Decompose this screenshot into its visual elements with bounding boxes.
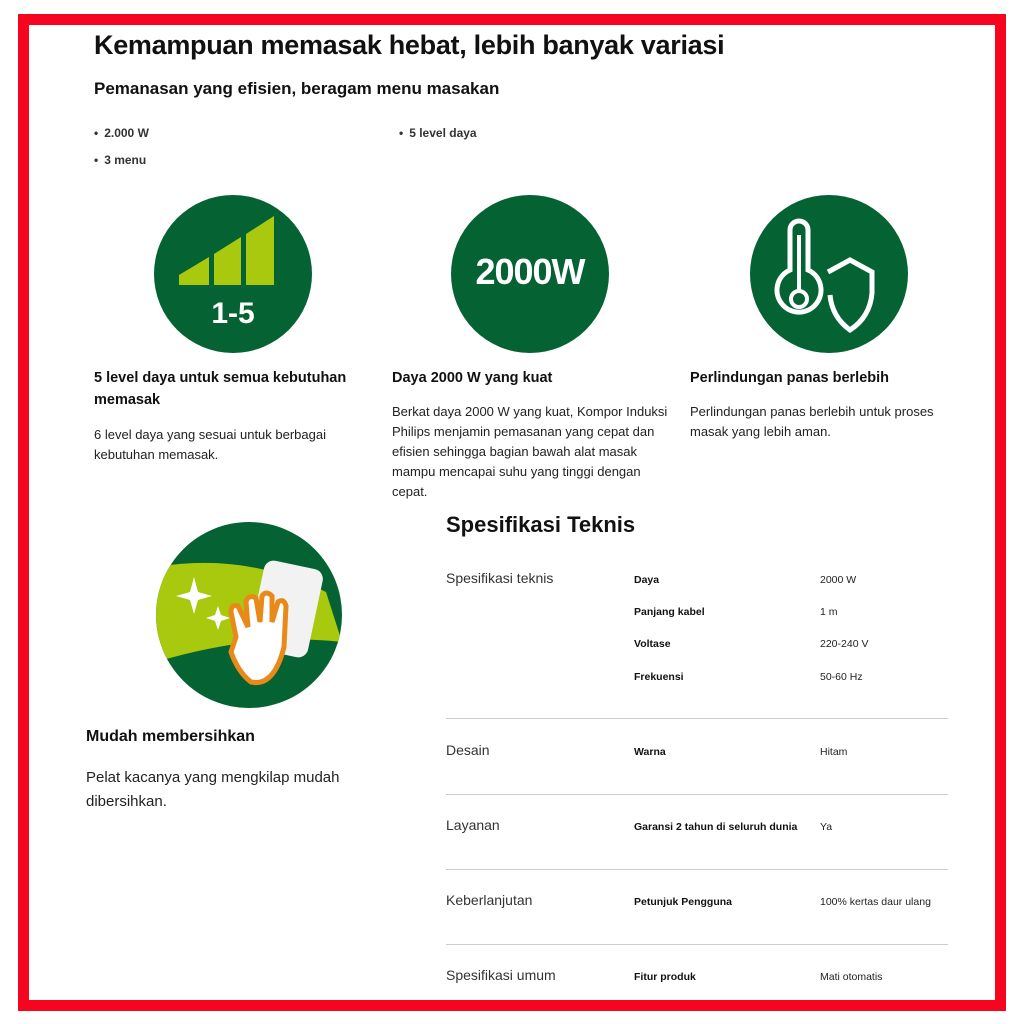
feature-description: 6 level daya yang sesuai untuk berbagai kebutuhan memasak.: [94, 427, 326, 462]
page-subtitle: Pemanasan yang efisien, beragam menu masakan: [94, 79, 500, 98]
cleaning-hand-icon: [156, 522, 342, 708]
spec-value: Hitam: [820, 746, 848, 758]
divider: [446, 718, 948, 719]
bullet-item: • 2.000 W: [94, 126, 149, 140]
feature-title: 5 level daya untuk semua kebutuhan memasak: [94, 370, 347, 408]
spec-group-name: Desain: [446, 742, 490, 758]
spec-group-name: Spesifikasi umum: [446, 967, 556, 983]
page-title: Kemampuan memasak hebat, lebih banyak variasi: [94, 30, 725, 60]
spec-value: 50-60 Hz: [820, 671, 863, 683]
spec-group-name: Spesifikasi teknis: [446, 570, 554, 586]
divider: [446, 794, 948, 795]
spec-value: 2000 W: [820, 574, 857, 586]
feature-title: Daya 2000 W yang kuat: [392, 370, 553, 386]
divider: [446, 944, 948, 945]
feature-title: Perlindungan panas berlebih: [690, 370, 890, 386]
thermometer-shield-icon: [750, 195, 908, 353]
spec-label: Fitur produk: [634, 971, 696, 983]
spec-label: Petunjuk Pengguna: [634, 896, 733, 908]
power-levels-icon: [154, 195, 312, 353]
spec-value: Ya: [820, 821, 833, 833]
spec-label: Panjang kabel: [634, 606, 705, 618]
spec-label: Warna: [634, 746, 666, 758]
specs-title: Spesifikasi Teknis: [446, 512, 636, 537]
feature-description: Berkat daya 2000 W yang kuat, Kompor Induksi Philips menjamin pemasanan yang cepat dan efisien sehingga bagian bawah alat masak mampu mencapai suhu yang tinggi dengan cepat.: [392, 404, 668, 499]
spec-value: Mati otomatis: [820, 971, 883, 983]
spec-label: Daya: [634, 574, 660, 586]
feature-title: Mudah membersihkan: [86, 728, 255, 745]
wattage-badge: 2000W: [475, 251, 585, 292]
wattage-icon: [451, 195, 609, 353]
bullet-item: • 5 level daya: [399, 126, 477, 140]
bullet-item: • 3 menu: [94, 153, 146, 167]
spec-value: 220-240 V: [820, 638, 869, 650]
feature-description: Perlindungan panas berlebih untuk proses masak yang lebih aman.: [690, 404, 934, 439]
spec-label: Frekuensi: [634, 671, 684, 683]
feature-description: Pelat kacanya yang mengkilap mudah dibersihkan.: [86, 769, 340, 810]
divider: [446, 869, 948, 870]
spec-label: Garansi 2 tahun di seluruh dunia: [634, 821, 798, 833]
spec-group-name: Keberlanjutan: [446, 892, 533, 908]
spec-value: 1 m: [820, 606, 838, 618]
spec-label: Voltase: [634, 638, 671, 650]
spec-group-name: Layanan: [446, 817, 500, 833]
spec-value: 100% kertas daur ulang: [820, 896, 931, 908]
power-levels-badge: 1-5: [211, 297, 255, 330]
